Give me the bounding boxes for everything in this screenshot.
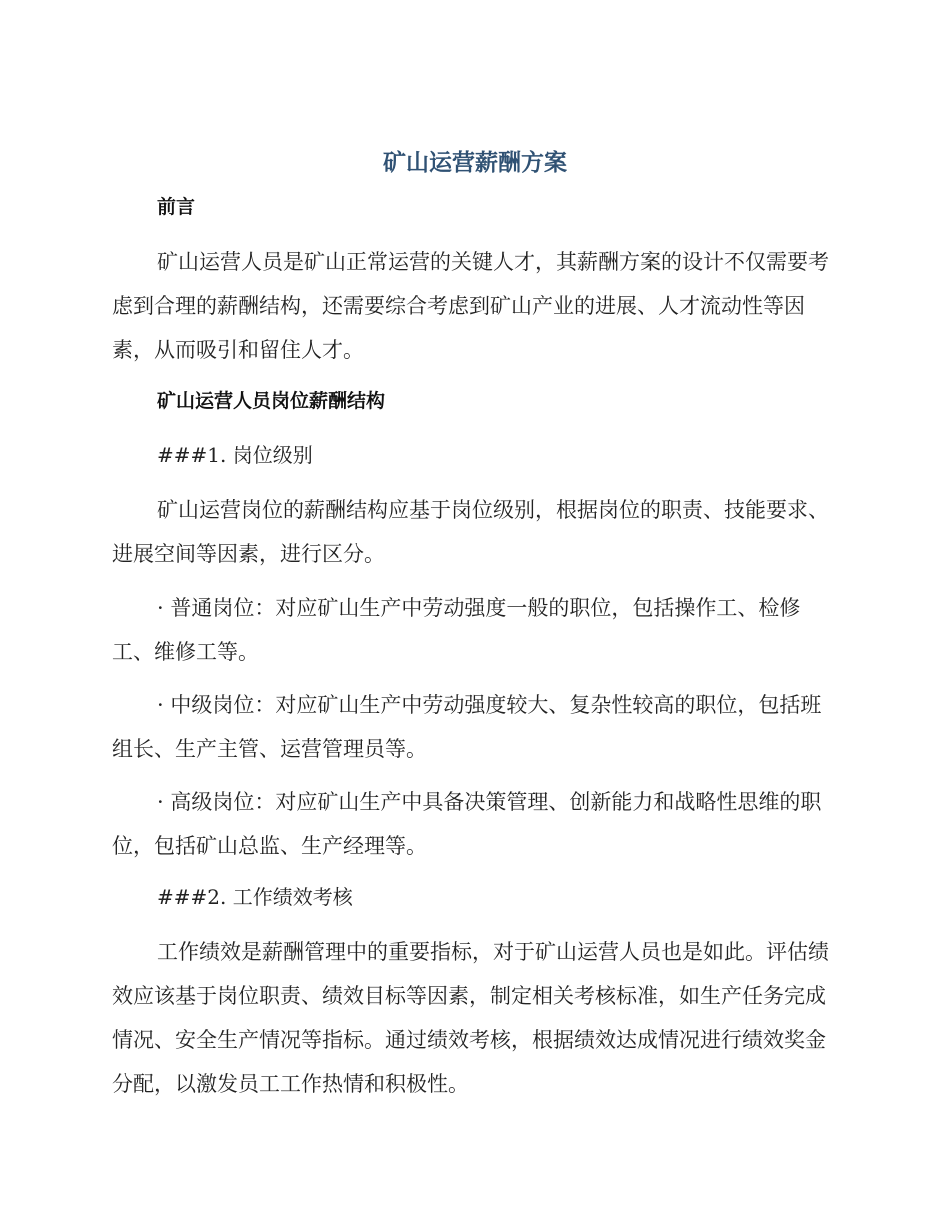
preface-paragraph: 矿山运营人员是矿山正常运营的关键人才，其薪酬方案的设计不仅需要考虑到合理的薪酬结构，还需要综合考虑到矿山产业的进展、人才流动性等因素，从而吸引和留住人才。 [112,250,829,362]
subheading-performance-review: ###2. 工作绩效考核 [157,885,353,909]
section-heading: 矿山运营人员岗位薪酬结构 [157,390,386,412]
document-title: 矿山运营薪酬方案 [383,150,567,176]
preface-heading: 前言 [157,196,196,218]
subheading-position-level: ###1. 岗位级别 [157,443,313,467]
bullet-senior-position: · 高级岗位：对应矿山生产中具备决策管理、创新能力和战略性思维的职位，包括矿山总监、生产经理等。 [112,790,822,858]
position-level-paragraph: 矿山运营岗位的薪酬结构应基于岗位级别，根据岗位的职责、技能要求、进展空间等因素，进行区分。 [112,498,829,566]
bullet-middle-position: · 中级岗位：对应矿山生产中劳动强度较大、复杂性较高的职位，包括班组长、生产主管、运营管理员等。 [112,693,822,761]
performance-review-paragraph: 工作绩效是薪酬管理中的重要指标，对于矿山运营人员也是如此。评估绩效应该基于岗位职责、绩效目标等因素，制定相关考核标准，如生产任务完成情况、安全生产情况等指标。通过绩效考核，根据绩效达成情况进行绩效奖金分配，以激发员工工作热情和积极性。 [112,940,829,1096]
bullet-normal-position: · 普通岗位：对应矿山生产中劳动强度一般的职位，包括操作工、检修工、维修工等。 [112,596,801,664]
